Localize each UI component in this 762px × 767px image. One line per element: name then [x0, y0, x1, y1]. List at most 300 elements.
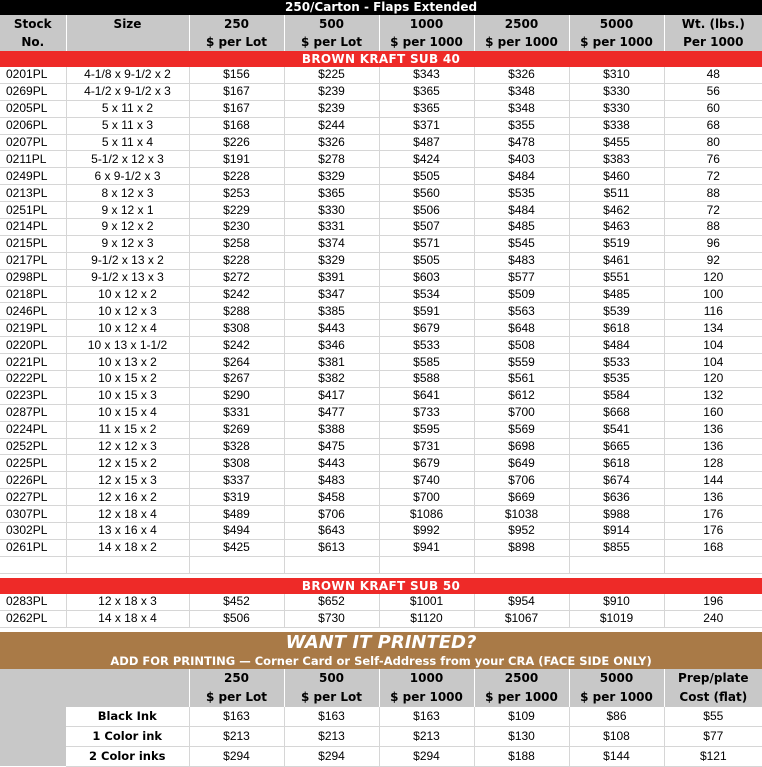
cell-price-5000: $539: [569, 303, 664, 320]
cell-size: 4-1/2 x 9-1/2 x 3: [66, 83, 189, 100]
cell-price-1000: $595: [379, 421, 474, 438]
cell-weight: 196: [664, 594, 762, 610]
printing-unit-500: $ per Lot: [284, 688, 379, 707]
cell-price-1000: $505: [379, 168, 474, 185]
table-row: [0, 235, 762, 252]
header-unit-2500: $ per 1000: [474, 33, 569, 51]
cell-price-1000: $571: [379, 235, 474, 252]
cell-weight: 136: [664, 489, 762, 506]
cell-stock-no: 0226PL: [0, 472, 66, 489]
cell-price-500: $225: [284, 67, 379, 83]
printing-ink-label: 2 Color inks: [66, 746, 189, 766]
cell-price-5000: $1019: [569, 610, 664, 627]
cell-price-5000: $338: [569, 117, 664, 134]
header-row-1: [0, 15, 762, 33]
cell-size: 10 x 13 x 2: [66, 354, 189, 371]
printing-unit-2500: $ per 1000: [474, 688, 569, 707]
cell-price-2500: $569: [474, 421, 569, 438]
cell-price-250: $494: [189, 523, 284, 540]
cell-price-250: $337: [189, 472, 284, 489]
cell-size: 5 x 11 x 2: [66, 100, 189, 117]
header-unit-5000: $ per 1000: [569, 33, 664, 51]
cell-weight: 72: [664, 202, 762, 219]
cell-weight: 176: [664, 506, 762, 523]
header-no: No.: [0, 33, 66, 51]
cell-price-5000: $511: [569, 185, 664, 202]
cell-price-5000: $551: [569, 269, 664, 286]
table-row: [0, 337, 762, 354]
cell-size: 9 x 12 x 3: [66, 235, 189, 252]
cell-price-500: $706: [284, 506, 379, 523]
cell-stock-no: 0215PL: [0, 235, 66, 252]
cell-price-1000: $365: [379, 100, 474, 117]
printing-ink-label: Black Ink: [66, 707, 189, 727]
cell-price-5000: $330: [569, 83, 664, 100]
printing-title-row: [0, 632, 762, 654]
cell-stock-no: 0246PL: [0, 303, 66, 320]
cell-size: 12 x 18 x 3: [66, 594, 189, 610]
cell-stock-no: 0221PL: [0, 354, 66, 371]
carton-banner: 250/Carton - Flaps Extended: [0, 0, 762, 15]
header-size-blank: [66, 33, 189, 51]
printing-unit-5000: $ per 1000: [569, 688, 664, 707]
table-row: [0, 594, 762, 610]
cell-size: 9-1/2 x 13 x 3: [66, 269, 189, 286]
cell-stock-no: 0224PL: [0, 421, 66, 438]
cell-price-500: $374: [284, 235, 379, 252]
cell-weight: 76: [664, 151, 762, 168]
cell-price-5000: $484: [569, 337, 664, 354]
printing-row: [0, 746, 762, 766]
cell-price-250: $331: [189, 404, 284, 421]
cell-price-250: $506: [189, 610, 284, 627]
table-row: [0, 117, 762, 134]
cell-price-1000: $740: [379, 472, 474, 489]
cell-weight: 60: [664, 100, 762, 117]
cell-price-5000: $460: [569, 168, 664, 185]
cell-price-500: $613: [284, 539, 379, 556]
cell-price-1000: $992: [379, 523, 474, 540]
cell-stock-no: 0283PL: [0, 594, 66, 610]
cell-price-1000: $487: [379, 134, 474, 151]
cell-price-5000: $618: [569, 455, 664, 472]
cell-weight: 160: [664, 404, 762, 421]
cell-price-1000: $1120: [379, 610, 474, 627]
cell-size: 5 x 11 x 4: [66, 134, 189, 151]
cell-weight: 176: [664, 523, 762, 540]
cell-stock-no: 0213PL: [0, 185, 66, 202]
cell-size: 10 x 12 x 3: [66, 303, 189, 320]
cell-size: 12 x 15 x 3: [66, 472, 189, 489]
cell-price-2500: $563: [474, 303, 569, 320]
cell-price-250: $242: [189, 337, 284, 354]
table-row: [0, 472, 762, 489]
cell-stock-no: 0218PL: [0, 286, 66, 303]
header-stock: Stock: [0, 15, 66, 33]
cell-price-2500: $898: [474, 539, 569, 556]
cell-price-250: $288: [189, 303, 284, 320]
cell-price-500: $326: [284, 134, 379, 151]
cell-price-250: $228: [189, 252, 284, 269]
cell-price-2500: $649: [474, 455, 569, 472]
table-row: [0, 134, 762, 151]
cell-price-5000: $485: [569, 286, 664, 303]
cell-weight: 56: [664, 83, 762, 100]
cell-stock-no: 0262PL: [0, 610, 66, 627]
cell-price-1000: $343: [379, 67, 474, 83]
cell-weight: 168: [664, 539, 762, 556]
printing-title: WANT IT PRINTED?: [0, 632, 762, 654]
table-row: [0, 303, 762, 320]
cell-weight: 104: [664, 354, 762, 371]
printing-print-500: $163: [284, 707, 379, 727]
cell-stock-no: 0217PL: [0, 252, 66, 269]
cell-price-1000: $1001: [379, 594, 474, 610]
printing-print-250: $294: [189, 746, 284, 766]
cell-price-500: $388: [284, 421, 379, 438]
cell-price-2500: $509: [474, 286, 569, 303]
table-row: [0, 455, 762, 472]
cell-price-2500: $348: [474, 83, 569, 100]
cell-price-2500: $484: [474, 202, 569, 219]
table-row: [0, 219, 762, 236]
printing-print-250: $163: [189, 707, 284, 727]
header-row-2: [0, 33, 762, 51]
cell-size: 12 x 15 x 2: [66, 455, 189, 472]
cell-weight: 240: [664, 610, 762, 627]
printing-print-2500: $188: [474, 746, 569, 766]
printing-row-spacer: [0, 746, 66, 766]
cell-price-500: $239: [284, 100, 379, 117]
cell-weight: 120: [664, 269, 762, 286]
cell-price-1000: $507: [379, 219, 474, 236]
cell-price-5000: $855: [569, 539, 664, 556]
cell-price-2500: $348: [474, 100, 569, 117]
cell-price-250: $156: [189, 67, 284, 83]
cell-size: 12 x 18 x 4: [66, 506, 189, 523]
printing-unit-cost: Cost (flat): [664, 688, 762, 707]
cell-price-1000: $733: [379, 404, 474, 421]
cell-weight: 116: [664, 303, 762, 320]
cell-size: 10 x 13 x 1-1/2: [66, 337, 189, 354]
cell-price-250: $168: [189, 117, 284, 134]
cell-price-2500: $648: [474, 320, 569, 337]
table-row: [0, 252, 762, 269]
cell-price-1000: $679: [379, 455, 474, 472]
cell-weight: 144: [664, 472, 762, 489]
cell-price-5000: $461: [569, 252, 664, 269]
cell-price-5000: $636: [569, 489, 664, 506]
cell-price-5000: $463: [569, 219, 664, 236]
header-weight: Wt. (lbs.): [664, 15, 762, 33]
printing-print-5000: $86: [569, 707, 664, 727]
table-row: [0, 151, 762, 168]
printing-print-2500: $130: [474, 726, 569, 746]
cell-price-5000: $674: [569, 472, 664, 489]
table-row: [0, 354, 762, 371]
printing-header-250: 250: [189, 669, 284, 688]
cell-weight: 136: [664, 421, 762, 438]
cell-price-5000: $519: [569, 235, 664, 252]
cell-price-500: $346: [284, 337, 379, 354]
cell-price-1000: $1086: [379, 506, 474, 523]
cell-stock-no: 0205PL: [0, 100, 66, 117]
cell-stock-no: 0225PL: [0, 455, 66, 472]
cell-size: 10 x 12 x 4: [66, 320, 189, 337]
cell-price-500: $730: [284, 610, 379, 627]
cell-stock-no: 0222PL: [0, 371, 66, 388]
table-row: [0, 202, 762, 219]
cell-price-2500: $403: [474, 151, 569, 168]
cell-price-5000: $533: [569, 354, 664, 371]
cell-price-5000: $665: [569, 438, 664, 455]
cell-size: 10 x 15 x 4: [66, 404, 189, 421]
cell-size: 6 x 9-1/2 x 3: [66, 168, 189, 185]
printing-header-5000: 5000: [569, 669, 664, 688]
cell-price-250: $328: [189, 438, 284, 455]
table-row: [0, 286, 762, 303]
cell-price-2500: $535: [474, 185, 569, 202]
header-per-1000: Per 1000: [664, 33, 762, 51]
section-title-sub50: BROWN KRAFT SUB 50: [0, 578, 762, 594]
cell-stock-no: 0211PL: [0, 151, 66, 168]
cell-price-2500: $669: [474, 489, 569, 506]
cell-price-2500: $484: [474, 168, 569, 185]
cell-price-500: $329: [284, 252, 379, 269]
cell-weight: 136: [664, 438, 762, 455]
cell-price-250: $290: [189, 387, 284, 404]
cell-price-250: $228: [189, 168, 284, 185]
cell-price-1000: $700: [379, 489, 474, 506]
table-row: [0, 83, 762, 100]
cell-price-500: $331: [284, 219, 379, 236]
cell-price-500: $652: [284, 594, 379, 610]
header-unit-1000: $ per 1000: [379, 33, 474, 51]
cell-price-5000: $455: [569, 134, 664, 151]
cell-stock-no: 0220PL: [0, 337, 66, 354]
cell-stock-no: 0298PL: [0, 269, 66, 286]
cell-price-5000: $668: [569, 404, 664, 421]
printing-header-blank: [0, 669, 189, 688]
cell-price-2500: $559: [474, 354, 569, 371]
cell-weight: 132: [664, 387, 762, 404]
table-row: [0, 539, 762, 556]
cell-price-250: $230: [189, 219, 284, 236]
cell-size: 10 x 15 x 3: [66, 387, 189, 404]
printing-row: [0, 707, 762, 727]
table-row: [0, 320, 762, 337]
cell-price-5000: $310: [569, 67, 664, 83]
header-size: Size: [66, 15, 189, 33]
printing-subtitle: ADD FOR PRINTING — Corner Card or Self-Address from your CRA (FACE SIDE ONLY): [0, 654, 762, 669]
cell-price-1000: $679: [379, 320, 474, 337]
cell-price-1000: $533: [379, 337, 474, 354]
cell-price-2500: $483: [474, 252, 569, 269]
cell-size: 10 x 15 x 2: [66, 371, 189, 388]
cell-weight: 100: [664, 286, 762, 303]
cell-price-2500: $1067: [474, 610, 569, 627]
cell-size: 4-1/8 x 9-1/2 x 2: [66, 67, 189, 83]
cell-size: 9 x 12 x 2: [66, 219, 189, 236]
cell-stock-no: 0214PL: [0, 219, 66, 236]
printing-header-500: 500: [284, 669, 379, 688]
header-unit-250: $ per Lot: [189, 33, 284, 51]
cell-price-250: $308: [189, 455, 284, 472]
printing-header-blank-2: [0, 688, 189, 707]
cell-price-500: $329: [284, 168, 379, 185]
printing-print-1000: $213: [379, 726, 474, 746]
cell-price-5000: $330: [569, 100, 664, 117]
cell-size: 5-1/2 x 12 x 3: [66, 151, 189, 168]
cell-price-1000: $560: [379, 185, 474, 202]
cell-price-2500: $952: [474, 523, 569, 540]
cell-price-250: $264: [189, 354, 284, 371]
cell-price-2500: $700: [474, 404, 569, 421]
printing-print-500: $213: [284, 726, 379, 746]
cell-stock-no: 0249PL: [0, 168, 66, 185]
cell-weight: 96: [664, 235, 762, 252]
cell-price-1000: $941: [379, 539, 474, 556]
cell-price-500: $385: [284, 303, 379, 320]
cell-stock-no: 0252PL: [0, 438, 66, 455]
cell-price-2500: $1038: [474, 506, 569, 523]
cell-stock-no: 0287PL: [0, 404, 66, 421]
cell-stock-no: 0207PL: [0, 134, 66, 151]
printing-print-1000: $294: [379, 746, 474, 766]
cell-price-5000: $584: [569, 387, 664, 404]
cell-price-1000: $371: [379, 117, 474, 134]
printing-print-500: $294: [284, 746, 379, 766]
header-qty-500: 500: [284, 15, 379, 33]
section-sub50-row: [0, 578, 762, 594]
printing-row-spacer: [0, 726, 66, 746]
header-qty-250: 250: [189, 15, 284, 33]
cell-price-250: $452: [189, 594, 284, 610]
blank-row: [0, 556, 762, 573]
table-row: [0, 489, 762, 506]
cell-price-250: $489: [189, 506, 284, 523]
table-row: [0, 371, 762, 388]
header-qty-5000: 5000: [569, 15, 664, 33]
cell-price-5000: $910: [569, 594, 664, 610]
cell-price-1000: $506: [379, 202, 474, 219]
cell-stock-no: 0261PL: [0, 539, 66, 556]
cell-price-2500: $485: [474, 219, 569, 236]
section-title-sub40: BROWN KRAFT SUB 40: [0, 51, 762, 67]
cell-price-1000: $424: [379, 151, 474, 168]
cell-size: 14 x 18 x 2: [66, 539, 189, 556]
cell-size: 11 x 15 x 2: [66, 421, 189, 438]
table-row: [0, 168, 762, 185]
cell-price-500: $391: [284, 269, 379, 286]
cell-price-250: $272: [189, 269, 284, 286]
cell-price-250: $167: [189, 83, 284, 100]
cell-stock-no: 0251PL: [0, 202, 66, 219]
table-row: [0, 100, 762, 117]
cell-price-500: $381: [284, 354, 379, 371]
cell-price-1000: $603: [379, 269, 474, 286]
printing-prep-cost: $121: [664, 746, 762, 766]
cell-price-500: $475: [284, 438, 379, 455]
cell-price-2500: $508: [474, 337, 569, 354]
cell-size: 12 x 12 x 3: [66, 438, 189, 455]
cell-price-1000: $641: [379, 387, 474, 404]
table-row: [0, 438, 762, 455]
cell-price-2500: $545: [474, 235, 569, 252]
cell-price-250: $425: [189, 539, 284, 556]
table-row: [0, 67, 762, 83]
cell-size: 5 x 11 x 3: [66, 117, 189, 134]
cell-price-500: $382: [284, 371, 379, 388]
cell-weight: 68: [664, 117, 762, 134]
printing-header-prep: Prep/plate: [664, 669, 762, 688]
cell-price-2500: $478: [474, 134, 569, 151]
cell-price-500: $443: [284, 455, 379, 472]
printing-print-5000: $108: [569, 726, 664, 746]
cell-price-2500: $355: [474, 117, 569, 134]
cell-price-250: $167: [189, 100, 284, 117]
cell-price-250: $308: [189, 320, 284, 337]
cell-price-250: $242: [189, 286, 284, 303]
cell-price-500: $244: [284, 117, 379, 134]
cell-price-1000: $534: [379, 286, 474, 303]
cell-price-250: $229: [189, 202, 284, 219]
table-row: [0, 506, 762, 523]
cell-price-2500: $954: [474, 594, 569, 610]
cell-price-1000: $585: [379, 354, 474, 371]
table-row: [0, 387, 762, 404]
printing-header-2500: 2500: [474, 669, 569, 688]
table-row: [0, 610, 762, 627]
printing-print-1000: $163: [379, 707, 474, 727]
cell-weight: 88: [664, 185, 762, 202]
cell-stock-no: 0269PL: [0, 83, 66, 100]
cell-stock-no: 0219PL: [0, 320, 66, 337]
cell-price-500: $458: [284, 489, 379, 506]
table-row: [0, 421, 762, 438]
cell-stock-no: 0227PL: [0, 489, 66, 506]
cell-price-1000: $365: [379, 83, 474, 100]
table-row: [0, 185, 762, 202]
cell-weight: 80: [664, 134, 762, 151]
cell-price-500: $417: [284, 387, 379, 404]
cell-price-250: $258: [189, 235, 284, 252]
cell-price-500: $347: [284, 286, 379, 303]
cell-price-2500: $326: [474, 67, 569, 83]
cell-price-2500: $698: [474, 438, 569, 455]
cell-weight: 120: [664, 371, 762, 388]
cell-price-250: $269: [189, 421, 284, 438]
cell-stock-no: 0302PL: [0, 523, 66, 540]
printing-header-row-1: [0, 669, 762, 688]
printing-print-2500: $109: [474, 707, 569, 727]
header-qty-2500: 2500: [474, 15, 569, 33]
cell-price-500: $330: [284, 202, 379, 219]
cell-price-2500: $561: [474, 371, 569, 388]
table-row: [0, 269, 762, 286]
cell-price-500: $483: [284, 472, 379, 489]
printing-header-1000: 1000: [379, 669, 474, 688]
printing-unit-250: $ per Lot: [189, 688, 284, 707]
cell-price-1000: $588: [379, 371, 474, 388]
cell-stock-no: 0307PL: [0, 506, 66, 523]
cell-price-250: $319: [189, 489, 284, 506]
cell-price-250: $191: [189, 151, 284, 168]
cell-weight: 48: [664, 67, 762, 83]
cell-price-500: $477: [284, 404, 379, 421]
cell-price-500: $365: [284, 185, 379, 202]
printing-row: [0, 726, 762, 746]
